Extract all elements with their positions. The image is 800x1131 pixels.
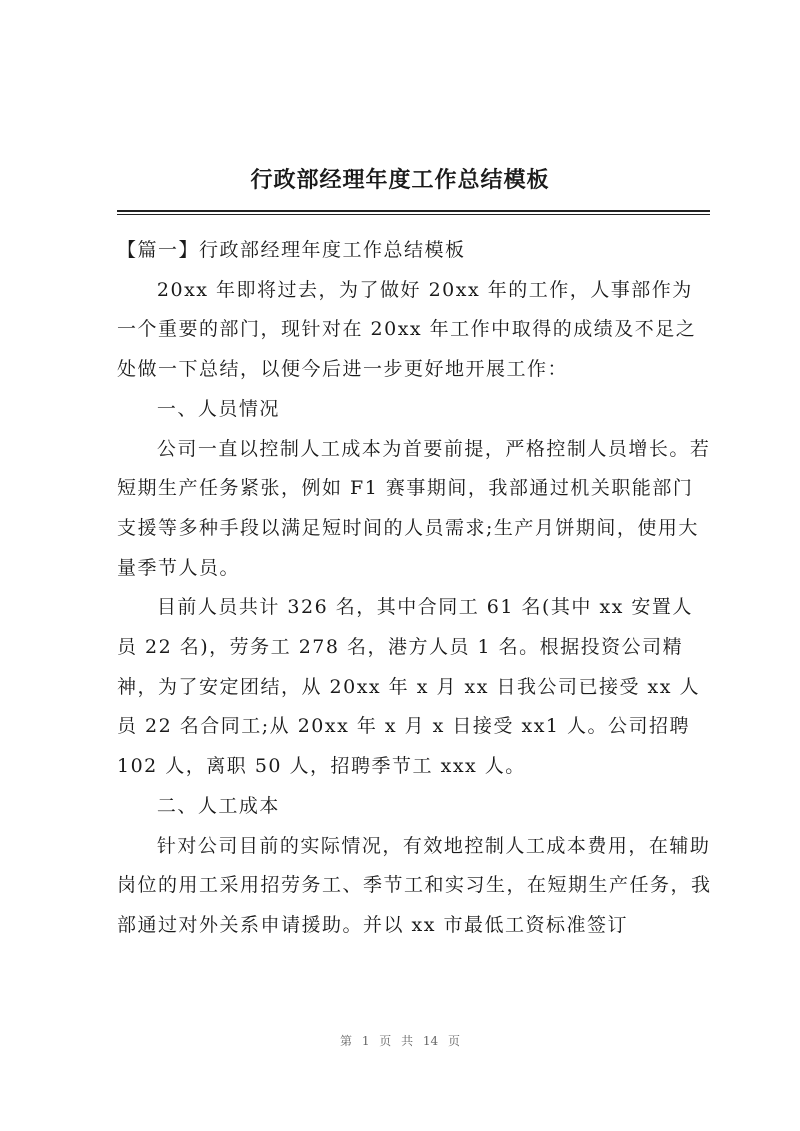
paragraph: 针对公司目前的实际情况，有效地控制人工成本费用，在辅助岗位的用工采用招劳务工、季节工和实习生，在短期生产任务，我部通过对外关系申请援助。并以 xx 市最低工资标准签订 xyxy=(117,834,712,936)
document-title: 行政部经理年度工作总结模板 xyxy=(250,168,550,193)
document-body xyxy=(117,231,712,946)
section-heading: 【篇一】行政部经理年度工作总结模板 xyxy=(117,239,466,261)
paragraph: 20xx 年即将过去，为了做好 20xx 年的工作，人事部作为一个重要的部门，现针对在 20xx 年工作中取得的成绩及不足之处做一下总结，以便今后进一步更好地开展工作： xyxy=(117,278,697,381)
page-footer: 第 1 页 共 14 页 xyxy=(340,1034,460,1048)
title-rule-thick xyxy=(117,210,710,212)
title-rule-thin xyxy=(117,214,710,215)
subheading: 二、人工成本 xyxy=(156,794,280,817)
subheading: 一、人员情况 xyxy=(156,397,280,420)
paragraph: 目前人员共计 326 名，其中合同工 61 名(其中 xx 安置人员 22 名)，劳务工 278 名，港方人员 1 名。根据投资公司精神，为了安定团结，从 20xx 年 x 月 xx 日我公司已接受 xx 人员 22 名合同工;从 20xx 年 x 月 x 日接受 xx1 人。公司招聘 102 人，离职 50 人，招聘季节工 xxx 人。 xyxy=(117,596,701,778)
paragraph: 公司一直以控制人工成本为首要前提，严格控制人员增长。若短期生产任务紧张，例如 F1 赛事期间，我部通过机关职能部门支援等多种手段以满足短时间的人员需求;生产月饼期间，使用大量季节人员。 xyxy=(117,437,711,579)
